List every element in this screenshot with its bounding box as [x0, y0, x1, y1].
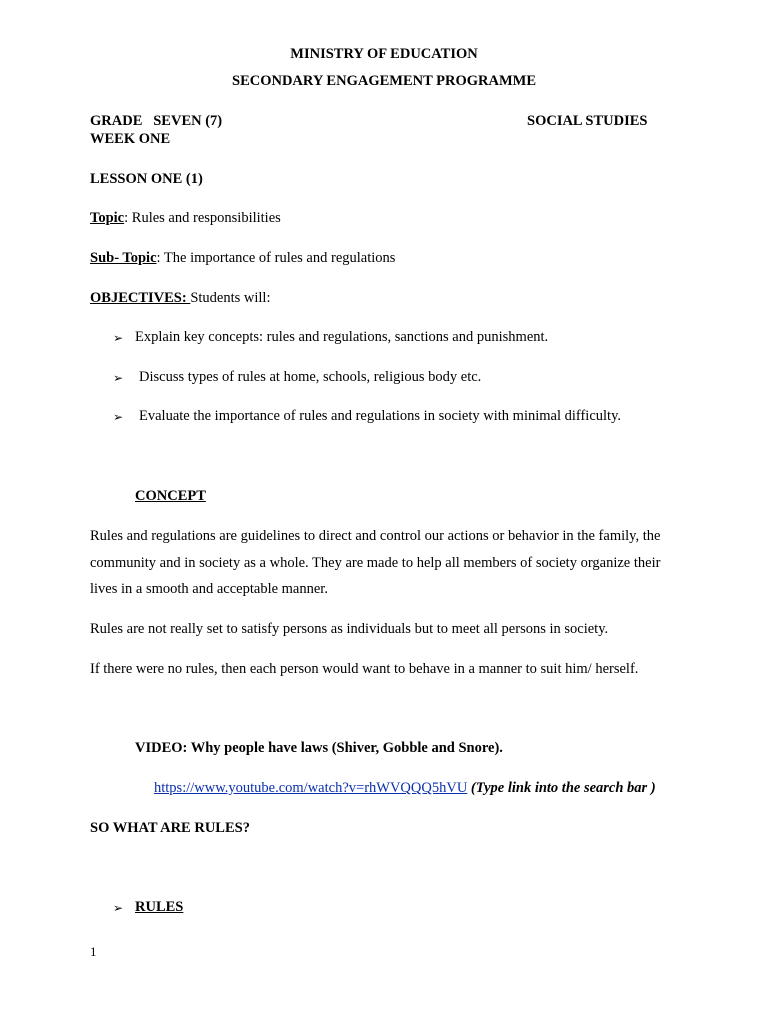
subtopic-text: : The importance of rules and regulations: [156, 250, 396, 266]
week-label: WEEK ONE: [90, 131, 171, 147]
topic-line: [90, 210, 281, 227]
concept-para1-line3: lives in a smooth and acceptable manner.: [90, 581, 328, 597]
ministry-title: MINISTRY OF EDUCATION: [290, 46, 478, 62]
concept-para1-line2: community and in society as a whole. They are made to help all members of society organize their: [90, 555, 661, 571]
rules-heading: RULES: [135, 899, 184, 915]
page-number: 1: [90, 944, 97, 959]
video-note: (Type link into the search bar ): [467, 780, 656, 796]
topic-label: Topic: [90, 210, 125, 226]
bullet-arrow-icon: ➢: [113, 901, 124, 915]
video-link[interactable]: https://www.youtube.com/watch?v=rhWVQQQ5hVU: [154, 780, 468, 796]
video-link-line: [154, 780, 656, 797]
objective-item-1: Explain key concepts: rules and regulations, sanctions and punishment.: [135, 329, 549, 345]
bullet-arrow-icon: ➢: [113, 331, 124, 345]
rules-question: SO WHAT ARE RULES?: [90, 820, 250, 836]
programme-title: SECONDARY ENGAGEMENT PROGRAMME: [232, 73, 536, 89]
concept-para2: Rules are not really set to satisfy persons as individuals but to meet all persons in society.: [90, 621, 609, 637]
objective-item-2: Discuss types of rules at home, schools, religious body etc.: [139, 369, 482, 385]
concept-para1-line1: Rules and regulations are guidelines to direct and control our actions or behavior in the family, the: [90, 528, 661, 544]
subject-label: SOCIAL STUDIES: [527, 113, 648, 129]
objectives-intro: Students will:: [190, 290, 271, 306]
concept-para3: If there were no rules, then each person would want to behave in a manner to suit him/ herself.: [90, 661, 639, 677]
subtopic-line: [90, 250, 395, 267]
objective-item-3: Evaluate the importance of rules and regulations in society with minimal difficulty.: [139, 408, 621, 424]
grade-label: GRADE SEVEN (7): [90, 113, 223, 129]
objectives-label: OBJECTIVES:: [90, 290, 191, 306]
bullet-arrow-icon: ➢: [113, 410, 124, 424]
video-title: VIDEO: Why people have laws (Shiver, Gobble and Snore).: [135, 740, 503, 756]
lesson-label: LESSON ONE (1): [90, 171, 203, 187]
objectives-line: [90, 290, 271, 307]
subtopic-label: Sub- Topic: [90, 250, 157, 266]
bullet-arrow-icon: ➢: [113, 371, 124, 385]
concept-heading: CONCEPT: [135, 488, 206, 504]
topic-text: : Rules and responsibilities: [124, 210, 281, 226]
